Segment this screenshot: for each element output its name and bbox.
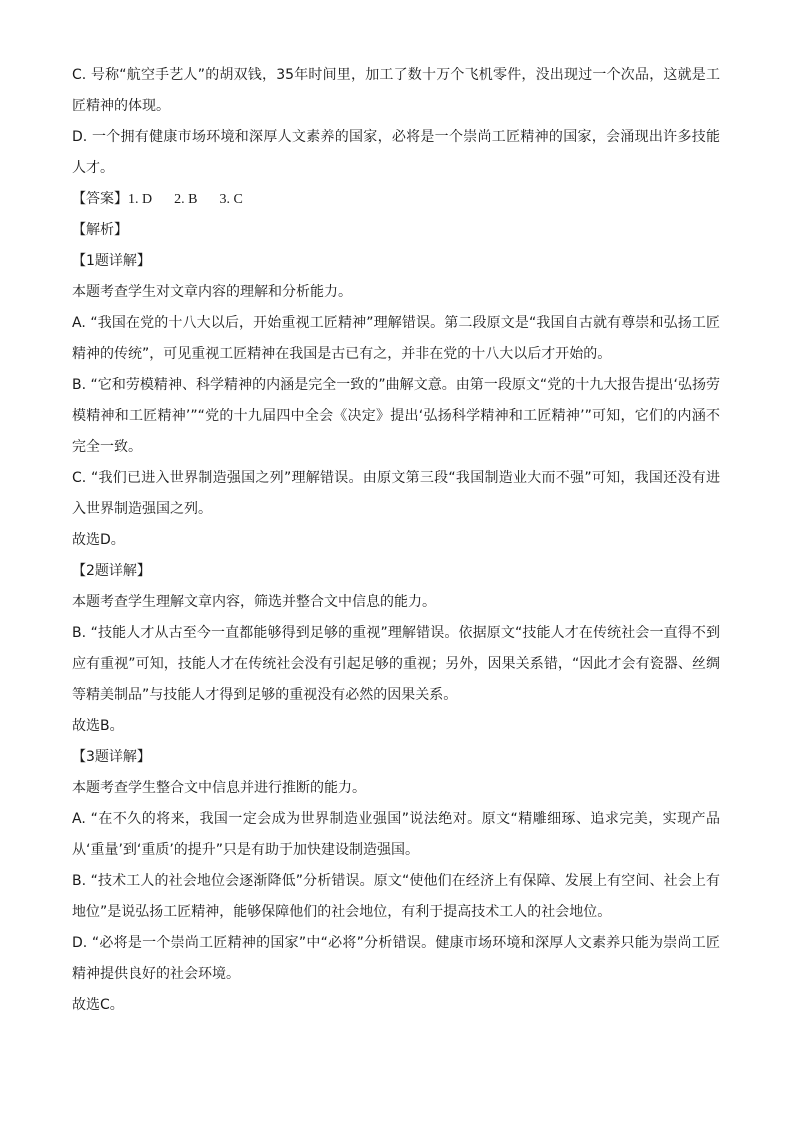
answer-item-1: 1. D (128, 192, 153, 207)
section-1-point-b: B. “它和劳模精神、科学精神的内涵是完全一致的”曲解文意。由第一段原文“党的十九大报告提出‘弘扬劳模精神和工匠精神’”“党的十九届四中全会《决定》提出‘弘扬科学精神和工匠精神’”可知，它们的内涵不完全一致。 (72, 377, 720, 455)
section-3-point-b: B. “技术工人的社会地位会逐渐降低”分析错误。原文“使他们在经济上有保障、发展上有空间、社会上有地位”是说弘扬工匠精神，能够保障他们的社会地位，有利于提高技术工人的社会地位。 (72, 873, 720, 920)
section-3-point-d: D. “必将是一个崇尚工匠精神的国家”中“必将”分析错误。健康市场环境和深厚人文素养只能为崇尚工匠精神提供良好的社会环境。 (72, 935, 720, 982)
answer-item-3: 3. C (219, 192, 243, 207)
option-d (72, 122, 720, 184)
section-3-heading: 【3题详解】 (72, 749, 151, 765)
section-2-conclusion: 故选B。 (72, 718, 124, 734)
section-1-conclusion: 故选D。 (72, 532, 125, 548)
section-3-point-a: A. “在不久的将来，我国一定会成为世界制造业强国”说法绝对。原文“精雕细琢、追求完美，实现产品从‘重量’到‘重质’的提升”只是有助于加快建设制造强国。 (72, 811, 720, 858)
section-3-intro: 本题考查学生整合文中信息并进行推断的能力。 (72, 780, 366, 796)
section-1-point-c: C. “我们已进入世界制造强国之列”理解错误。由原文第三段“我国制造业大而不强”可知，我国还没有进入世界制造强国之列。 (72, 470, 720, 517)
option-c (72, 60, 720, 122)
section-2-point-b: B. “技能人才从古至今一直都能够得到足够的重视”理解错误。依据原文“技能人才在传统社会一直得不到应有重视”可知，技能人才在传统社会没有引起足够的重视；另外，因果关系错，“因此才会有瓷器、丝绸等精美制品”与技能人才得到足够的重视没有必然的因果关系。 (72, 625, 720, 703)
option-d-text: 一个拥有健康市场环境和深厚人文素养的国家，必将是一个崇尚工匠精神的国家，会涌现出许多技能人才。 (72, 129, 720, 176)
answer-item-2: 2. B (174, 192, 198, 207)
option-c-text: 号称“航空手艺人”的胡双钱，35年时间里，加工了数十万个飞机零件，没出现过一个次品，这就是工匠精神的体现。 (72, 67, 720, 114)
section-1-intro: 本题考查学生对文章内容的理解和分析能力。 (72, 284, 352, 300)
answer-line (72, 184, 720, 215)
answer-label: 【答案】 (72, 191, 128, 207)
section-2-heading: 【2题详解】 (72, 563, 151, 579)
section-1-point-a: A. “我国在党的十八大以后，开始重视工匠精神”理解错误。第二段原文是“我国自古就有尊崇和弘扬工匠精神的传统”，可见重视工匠精神在我国是古已有之，并非在党的十八大以后才开始的。 (72, 315, 720, 362)
section-3-conclusion: 故选C。 (72, 997, 124, 1013)
option-c-label: C. (72, 67, 87, 83)
analysis-label: 【解析】 (72, 222, 128, 238)
section-1-heading: 【1题详解】 (72, 253, 151, 269)
document-page (72, 60, 720, 1021)
section-2-intro: 本题考查学生理解文章内容，筛选并整合文中信息的能力。 (72, 594, 436, 610)
option-d-label: D. (72, 129, 88, 145)
